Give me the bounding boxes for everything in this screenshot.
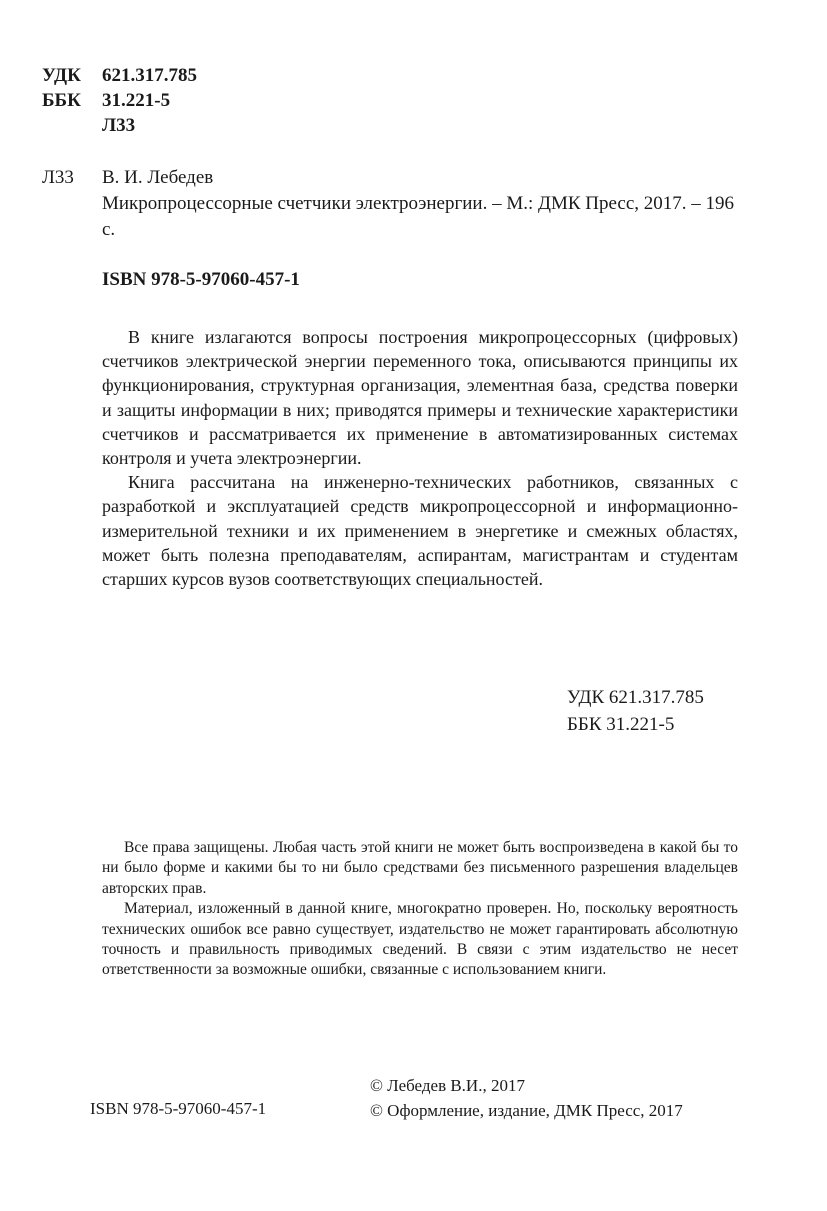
annotation <box>102 325 738 591</box>
cutter-row <box>42 114 135 138</box>
isbn-footer: ISBN 978-5-97060-457-1 <box>90 1099 267 1118</box>
bbk-row <box>42 89 170 113</box>
udk-code: УДК 621.317.785 <box>567 687 704 708</box>
bibliographic-entry <box>102 165 742 243</box>
copyright-block <box>370 1073 683 1123</box>
bbk-code: ББК 31.221-5 <box>567 714 675 735</box>
bbk-value: 31.221-5 <box>102 90 171 111</box>
udk-label: УДК <box>42 65 81 86</box>
copyright-publisher: © Оформление, издание, ДМК Пресс, 2017 <box>370 1101 683 1120</box>
rights-paragraph-2: Материал, изложенный в данной книге, многократно проверен. Но, поскольку вероятность технических ошибок все равно существует, издательство не может гарантировать абсолютную точность и правильность приводимых сведений. В связи с этим издательство не несет ответственности за возможные ошибки, связанные с использованием книги. <box>102 900 738 979</box>
rights-paragraph-1: Все права защищены. Любая часть этой книги не может быть воспроизведена в какой бы то ни было форме и какими бы то ни было средствами без письменного разрешения владельцев авторских прав. <box>102 839 738 897</box>
cutter-code-bold: Л33 <box>102 115 136 136</box>
udk-row <box>42 64 197 88</box>
cutter-code: Л33 <box>42 167 74 188</box>
author-name: В. И. Лебедев <box>102 167 214 188</box>
classification-codes <box>567 684 704 738</box>
annotation-paragraph-1: В книге излагаются вопросы построения микропроцессорных (цифровых) счетчиков электрической энергии переменного тока, описываются принципы их функционирования, структурная организация, элементная база, средства поверки и защиты информации в них; приводятся примеры и технические характеристики счетчиков и рассматривается их применение в автоматизированных системах контроля и учета электроэнергии. <box>102 327 738 469</box>
copyright-author: © Лебедев В.И., 2017 <box>370 1076 525 1095</box>
bbk-label: ББК <box>42 90 81 111</box>
annotation-paragraph-2: Книга рассчитана на инженерно-технических работников, связанных с разработкой и эксплуатацией средств микропроцессорной и информационно-измерительной техники и их применением в энергетике и смежных областях, может быть полезна преподавателям, аспирантам, магистрантам и студентам старших курсов вузов соответствующих специальностей. <box>102 472 738 590</box>
isbn-heading: ISBN 978-5-97060-457-1 <box>102 269 300 290</box>
book-title-line: Микропроцессорные счетчики электроэнергии. – М.: ДМК Пресс, 2017. – 196 с. <box>102 193 735 240</box>
udk-value: 621.317.785 <box>102 65 197 86</box>
rights-notice <box>102 838 738 981</box>
